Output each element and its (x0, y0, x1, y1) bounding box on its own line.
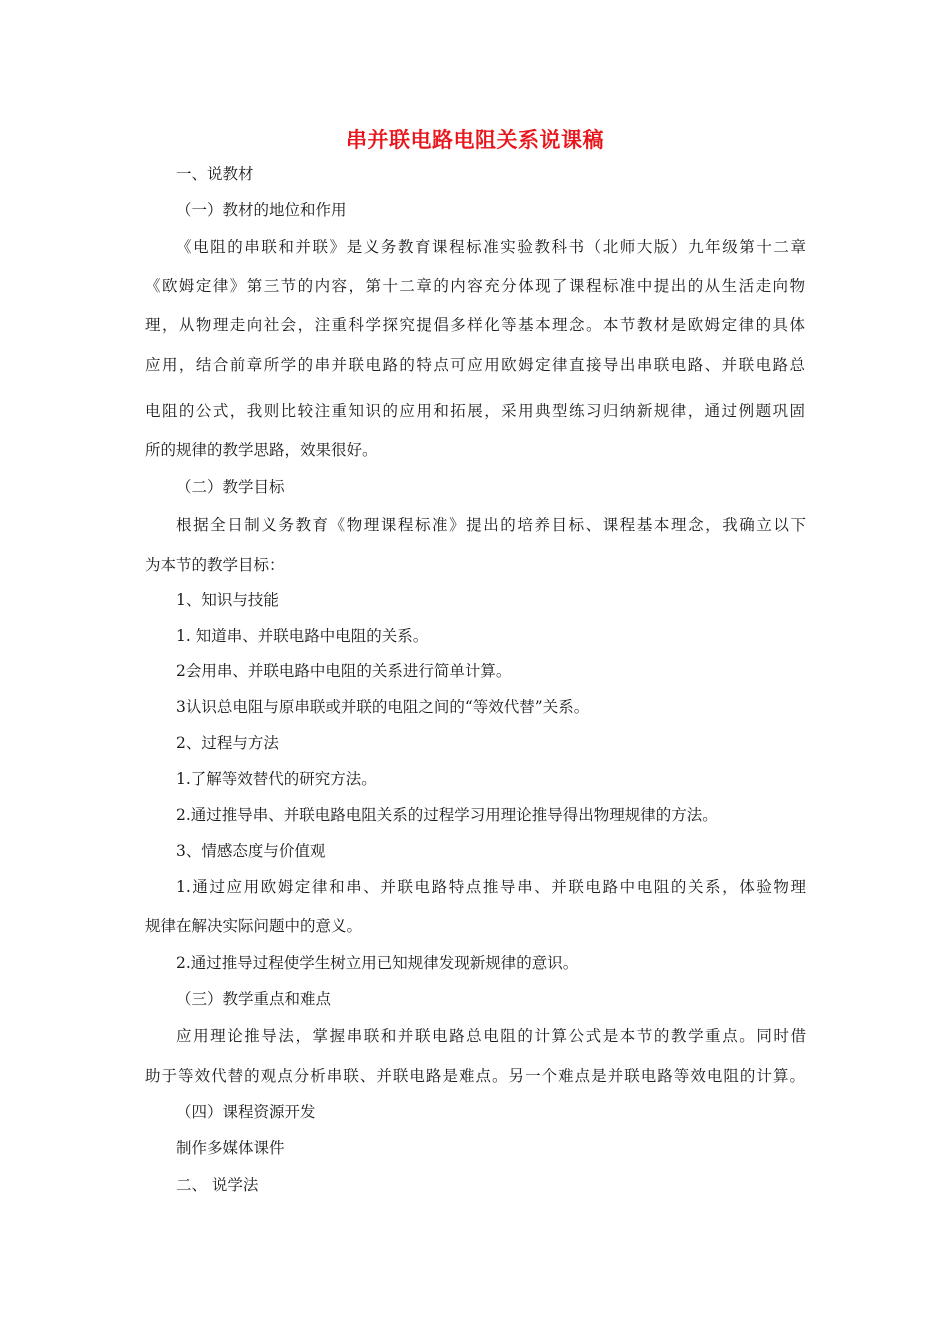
subsection-heading: （二）教学目标 (176, 478, 285, 496)
paragraph-line: 应用理论推导法，掌握串联和并联电路总电阻的计算公式是本节的教学重点。同时借 (176, 1027, 806, 1045)
paragraph-line: 所的规律的教学思路，效果很好。 (145, 441, 378, 459)
paragraph-line: 电阻的公式，我则比较注重知识的应用和拓展，采用典型练习归纳新规律，通过例题巩固 (145, 402, 805, 420)
paragraph-line: 制作多媒体课件 (176, 1139, 285, 1157)
subsection-heading: （四）课程资源开发 (176, 1103, 316, 1121)
list-heading: 1、知识与技能 (176, 591, 279, 609)
list-item: 2.通过推导串、并联电路电阻关系的过程学习用理论推导得出物理规律的方法。 (176, 806, 718, 824)
section-heading: 一、说教材 (176, 165, 254, 183)
list-item-continued: 规律在解决实际问题中的意义。 (145, 917, 363, 935)
list-heading: 2、过程与方法 (176, 734, 279, 752)
list-heading: 3、情感态度与价值观 (176, 842, 326, 860)
paragraph-line: 《欧姆定律》第三节的内容，第十二章的内容充分体现了课程标准中提出的从生活走向物 (145, 277, 805, 295)
list-item: 2会用串、并联电路中电阻的关系进行简单计算。 (176, 662, 512, 680)
document-title: 串并联电路电阻关系说课稿 (346, 128, 604, 152)
subsection-heading: （一）教材的地位和作用 (176, 201, 347, 219)
subsection-heading: （三）教学重点和难点 (176, 990, 332, 1008)
list-item: 3认识总电阻与原串联或并联的电阻之间的“等效代替”关系。 (176, 698, 590, 716)
paragraph-line: 应用，结合前章所学的串并联电路的特点可应用欧姆定律直接导出串联电路、并联电路总 (145, 356, 805, 374)
section-heading: 二、 说学法 (176, 1176, 259, 1194)
paragraph-line: 根据全日制义务教育《物理课程标准》提出的培养目标、课程基本理念，我确立以下 (176, 516, 806, 534)
paragraph-line: 为本节的教学目标： (145, 556, 285, 574)
list-item: 2.通过推导过程使学生树立用已知规律发现新规律的意识。 (176, 954, 579, 972)
list-item: 1.了解等效替代的研究方法。 (176, 770, 377, 788)
list-item: 1.通过应用欧姆定律和串、并联电路特点推导串、并联电路中电阻的关系，体验物理 (176, 878, 806, 896)
paragraph-line: 助于等效代替的观点分析串联、并联电路是难点。另一个难点是并联电路等效电阻的计算。 (145, 1067, 805, 1085)
paragraph-line: 理，从物理走向社会，注重科学探究提倡多样化等基本理念。本节教材是欧姆定律的具体 (145, 316, 805, 334)
list-item: 1. 知道串、并联电路中电阻的关系。 (176, 627, 429, 645)
paragraph-line: 《电阻的串联和并联》是义务教育课程标准实验教科书（北师大版）九年级第十二章 (176, 238, 806, 256)
